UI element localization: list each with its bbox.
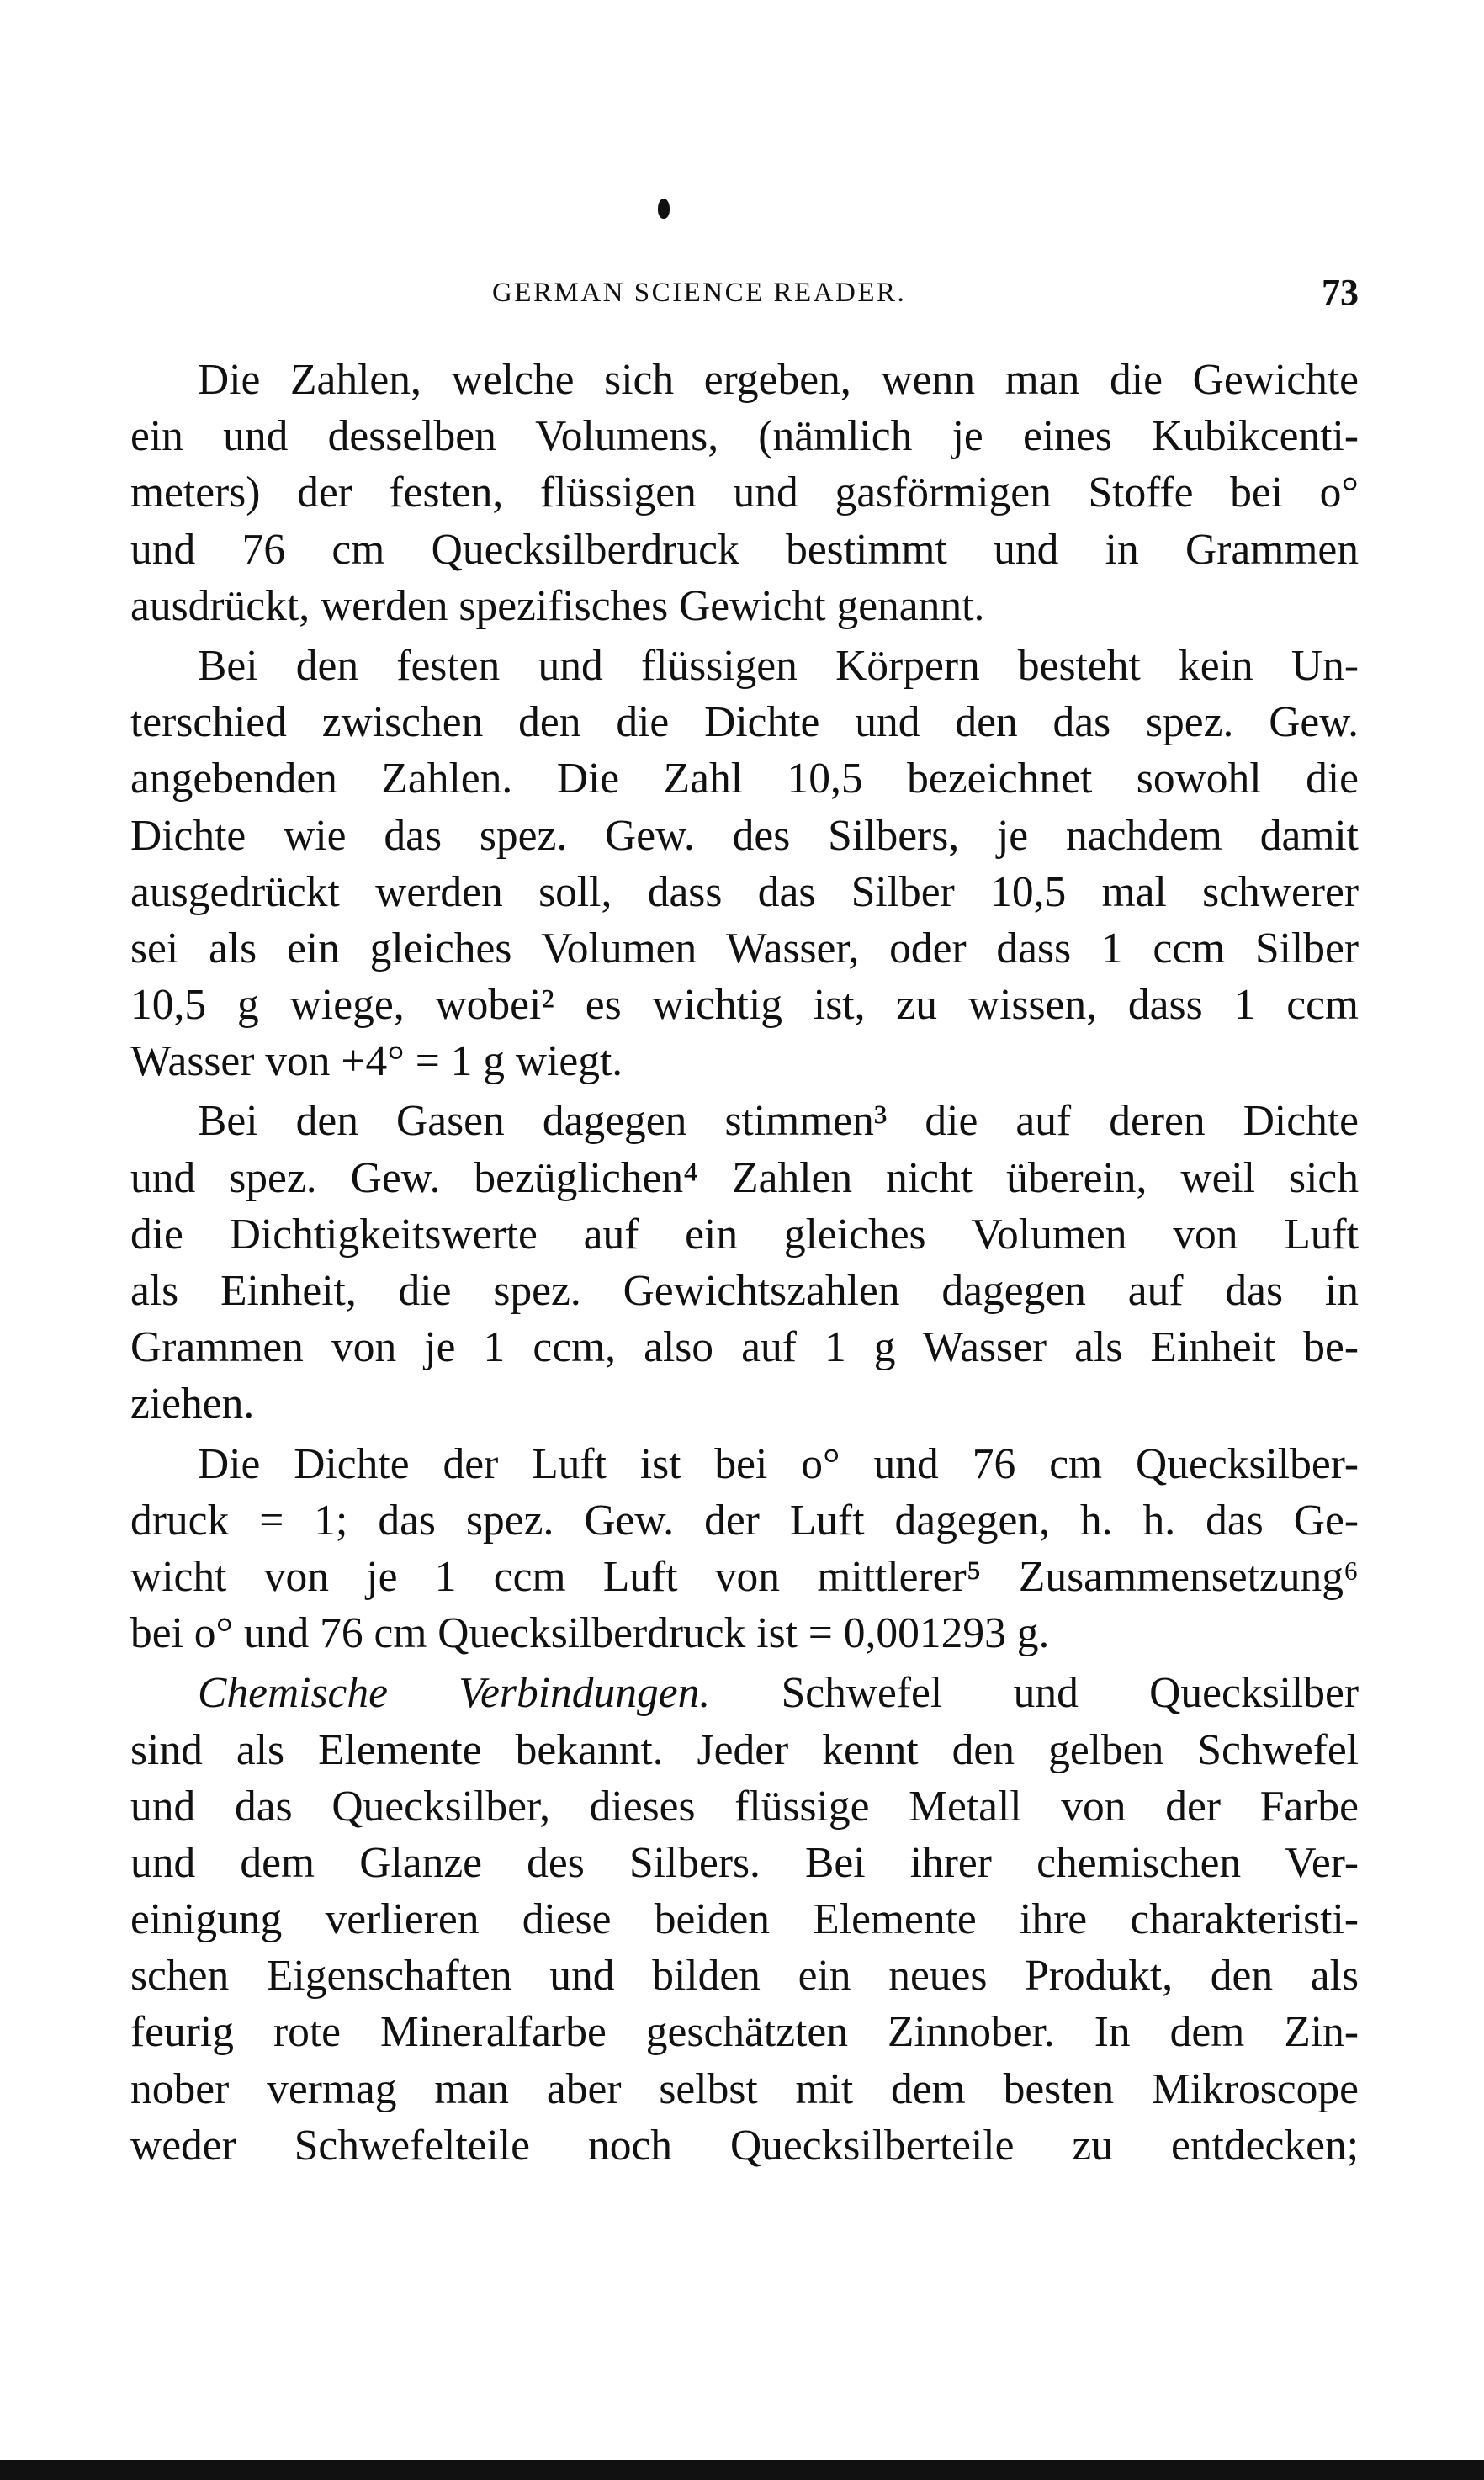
- text-line: Bei den festen und flüssigen Körpern besteht kein Un-: [198, 641, 1359, 690]
- text-line: feurig rote Mineralfarbe geschätzten Zinnober. In dem Zin-: [130, 2008, 1359, 2057]
- text-line: ziehen.: [130, 1380, 255, 1428]
- paragraph: [130, 352, 1359, 634]
- paragraph: [130, 638, 1359, 1090]
- text-line: schen Eigenschaften und bilden ein neues Produkt, den als: [130, 1952, 1359, 2000]
- text-line: ausgedrückt werden soll, dass das Silber 10,5 mal schwerer: [130, 867, 1359, 916]
- paragraph: [130, 1665, 1359, 2174]
- text-line: Dichte wie das spez. Gew. des Silbers, je nachdem damit: [130, 811, 1359, 860]
- text-line: als Einheit, die spez. Gewichtszahlen dagegen auf das in: [130, 1267, 1359, 1315]
- paragraph: [130, 1436, 1359, 1662]
- text-line: meters) der festen, flüssigen und gasförmigen Stoffe bei o°: [130, 469, 1359, 517]
- scan-edge-shadow: [0, 2460, 1484, 2480]
- page-number: 73: [1322, 272, 1359, 313]
- running-head: [130, 271, 1359, 321]
- text-line: druck = 1; das spez. Gew. der Luft dagegen, h. h. das Ge-: [130, 1496, 1359, 1545]
- text-line: [130, 1665, 1359, 1721]
- paragraph: [130, 1093, 1359, 1432]
- text-line: Grammen von je 1 ccm, also auf 1 g Wasser als Einheit be-: [130, 1323, 1359, 1372]
- text-line: sei als ein gleiches Volumen Wasser, oder dass 1 ccm Silber: [130, 924, 1359, 972]
- text-line: und spez. Gew. bezüglichen⁴ Zahlen nicht überein, weil sich: [130, 1153, 1359, 1202]
- text-line: Bei den Gasen dagegen stimmen³ die auf deren Dichte: [198, 1097, 1359, 1146]
- text-line: nober vermag man aber selbst mit dem besten Mikroscope: [130, 2064, 1359, 2113]
- text-line: einigung verlieren diese beiden Elemente ihre charakteristi-: [130, 1895, 1359, 1944]
- text-line: Die Zahlen, welche sich ergeben, wenn man die Gewichte: [198, 356, 1359, 404]
- text-line: sind als Elemente bekannt. Jeder kennt den gelben Schwefel: [130, 1725, 1359, 1774]
- text-line: und 76 cm Quecksilberdruck bestimmt und in Grammen: [130, 525, 1359, 574]
- text-line: ein und desselben Volumens, (nämlich je eines Kubikcenti-: [130, 412, 1359, 461]
- section-lead-italic: Chemische Verbindungen.: [198, 1669, 711, 1718]
- text-line: terschied zwischen den die Dichte und den das spez. Gew.: [130, 698, 1359, 747]
- ink-speck: [658, 199, 670, 219]
- text-line: und das Quecksilber, dieses flüssige Metall von der Farbe: [130, 1782, 1359, 1831]
- text-line: die Dichtigkeitswerte auf ein gleiches Volumen von Luft: [130, 1210, 1359, 1259]
- text-line: Die Dichte der Luft ist bei o° und 76 cm Quecksilber-: [198, 1439, 1359, 1488]
- text-line: angebenden Zahlen. Die Zahl 10,5 bezeichnet sowohl die: [130, 755, 1359, 803]
- text-line: wicht von je 1 ccm Luft von mittlerer⁵ Zusammensetzung⁶: [130, 1552, 1359, 1601]
- running-title: GERMAN SCIENCE READER.: [492, 278, 907, 308]
- text-line: weder Schwefelteile noch Quecksilberteile zu entdecken;: [130, 2121, 1359, 2170]
- text-fragment: Schwefel und Quecksilber: [710, 1669, 1359, 1718]
- text-line: Wasser von +4° = 1 g wiegt.: [130, 1037, 623, 1086]
- text-line: ausdrückt, werden spezifisches Gewicht genannt.: [130, 581, 985, 630]
- body-text: [130, 352, 1359, 2174]
- text-line: bei o° und 76 cm Quecksilberdruck ist = 0,001293 g.: [130, 1609, 1050, 1658]
- text-line: und dem Glanze des Silbers. Bei ihrer chemischen Ver-: [130, 1838, 1359, 1887]
- text-line: 10,5 g wiege, wobei² es wichtig ist, zu wissen, dass 1 ccm: [130, 981, 1359, 1030]
